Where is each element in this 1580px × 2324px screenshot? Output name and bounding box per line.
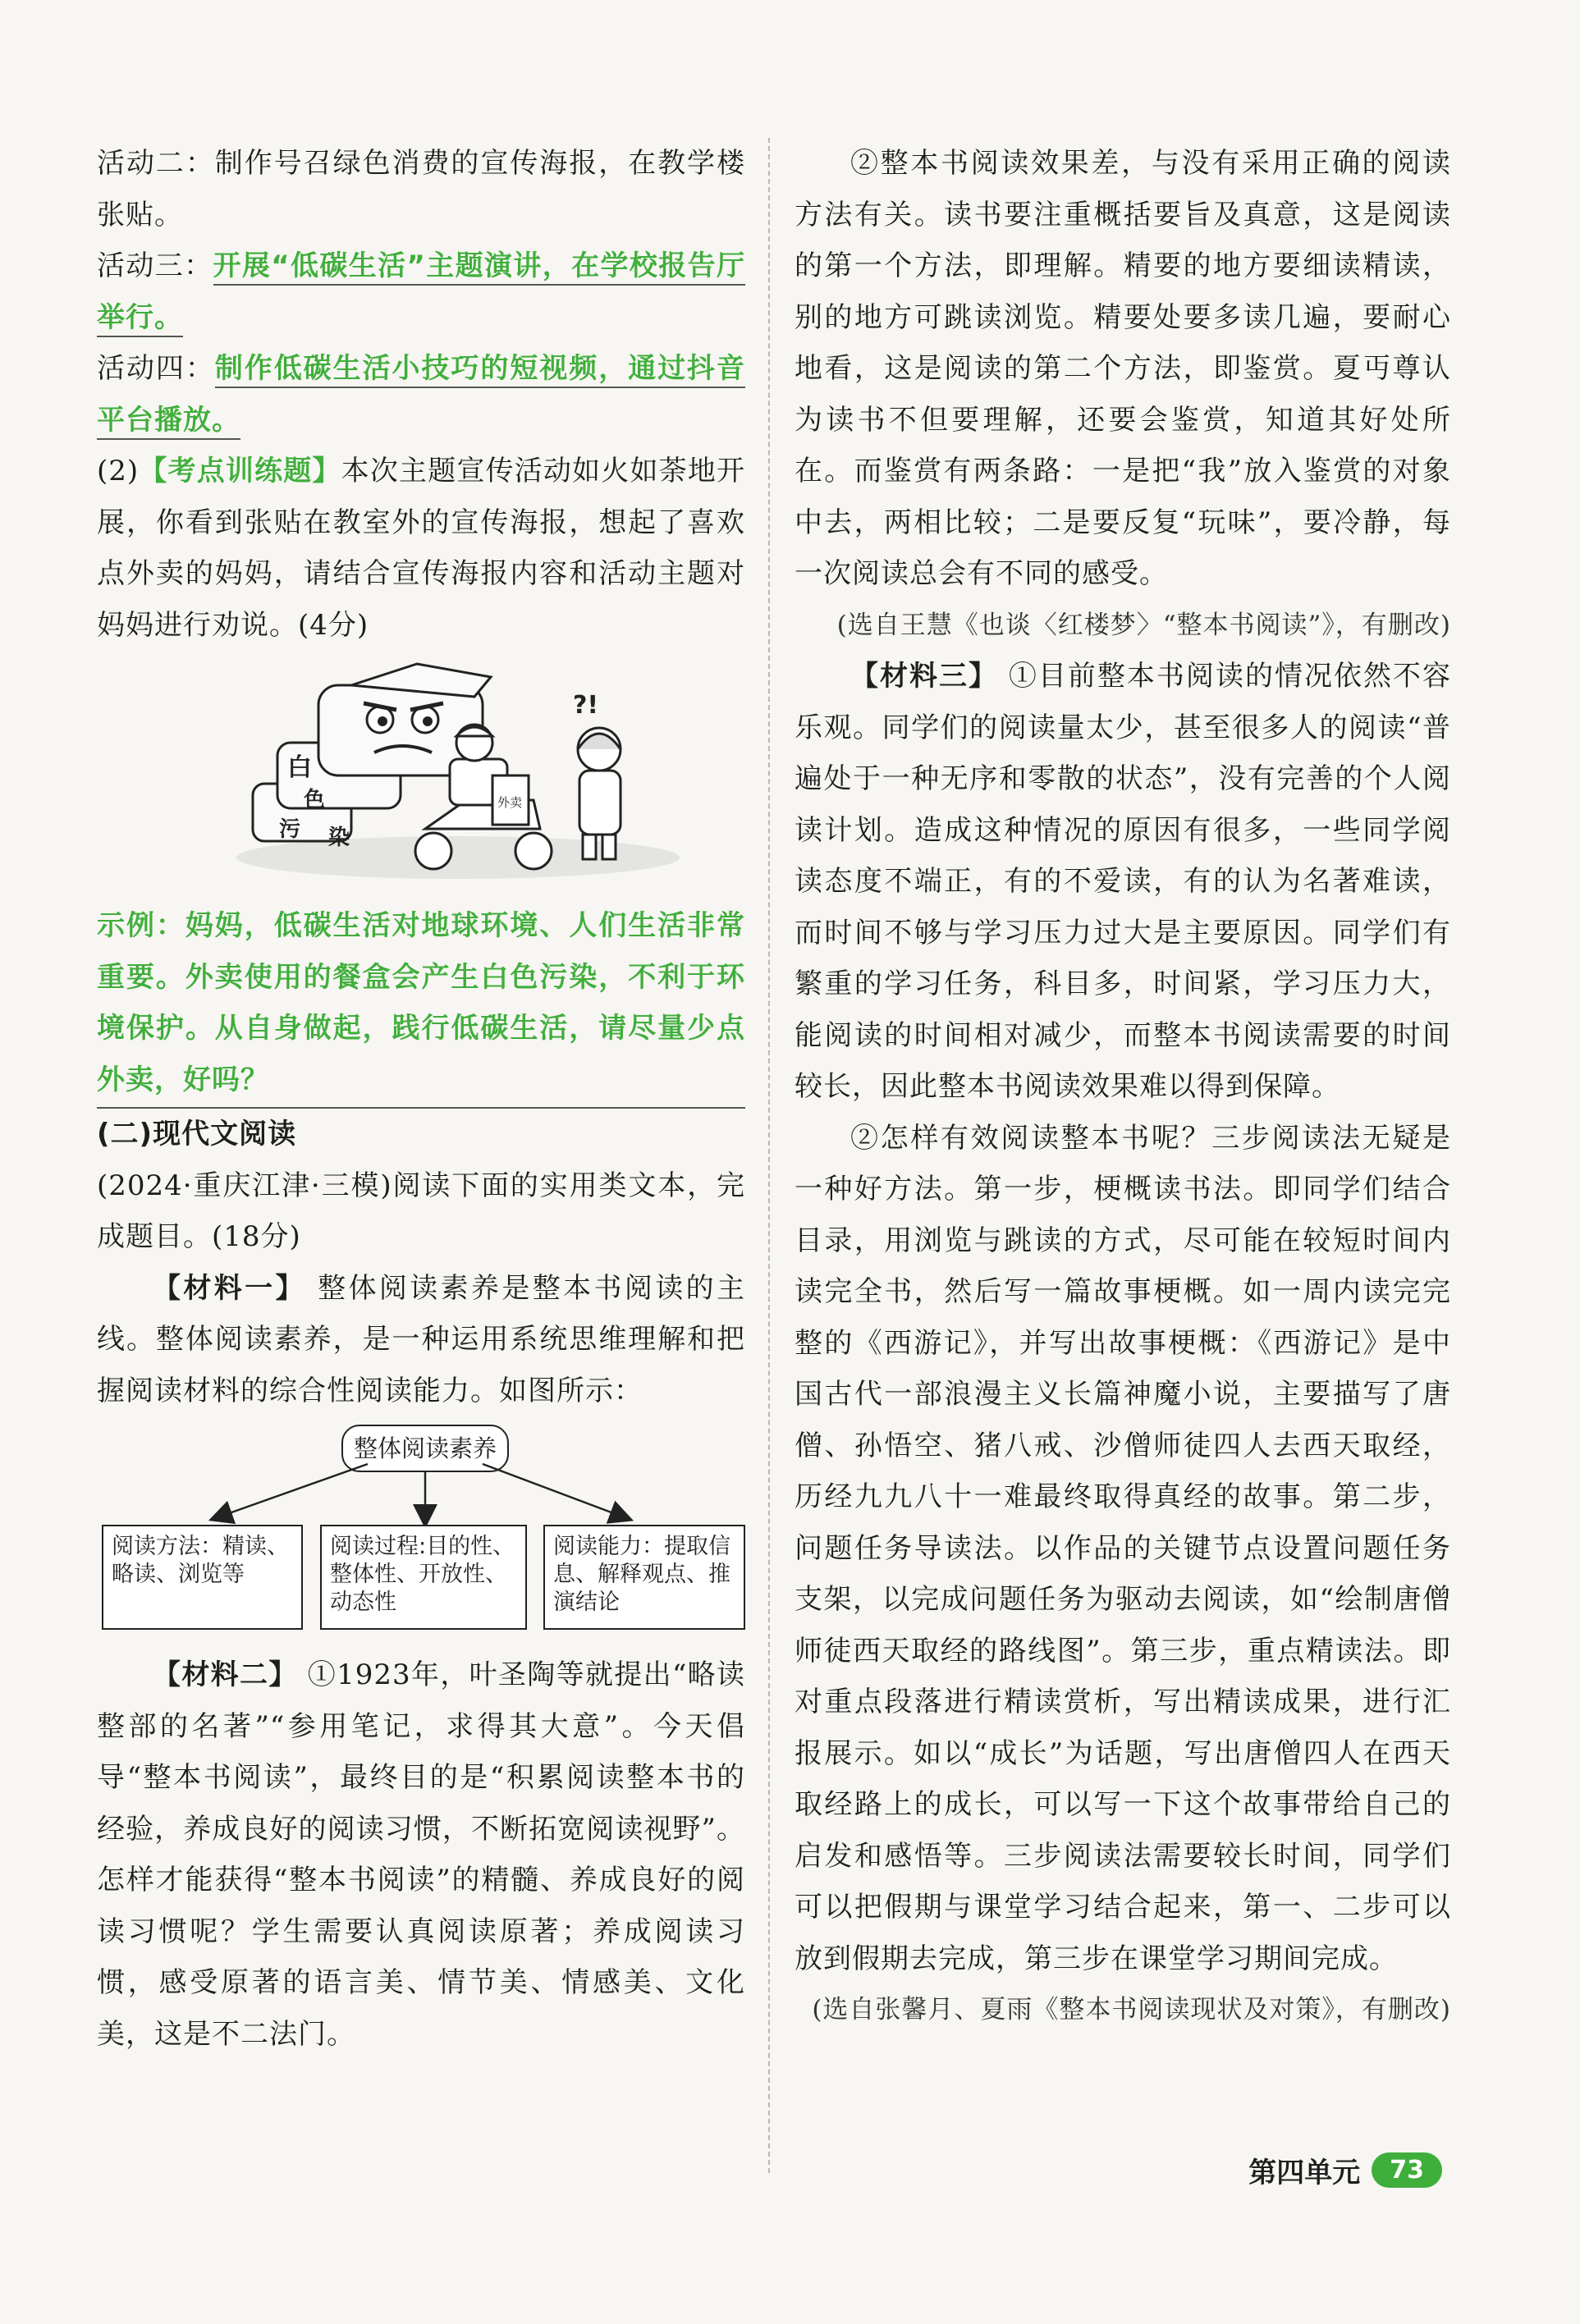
material-two-paragraph-2: ②整本书阅读效果差，与没有采用正确的阅读方法有关。读书要注重概括要旨及真意，这是阅读的第一个方法，即理解。精要的地方要细读精读，别的地方可跳读浏览。精要处要多读几遍，要耐心地看，这是阅读的第二个方法，即鉴赏。夏丏尊认为读书不但要理解，还要会鉴赏，知道其好处所在。而鉴赏有两条路：一是把“我”放入鉴赏的对象中去，两相比较；二是要反复“玩味”，要冷静，每一次阅读总会有不同的感受。 [795,147,1451,590]
page-number: 73 [1372,2152,1442,2188]
unit-label: 第四单元 [1248,2157,1361,2189]
question-two-text: 本次主题宣传活动如火如荼地开展，你看到张贴在教室外的宣传海报，想起了喜欢点外卖的妈妈，请结合宣传海报内容和活动主题对妈妈进行劝说。(4分) [97,455,746,642]
right-column [795,138,1451,2036]
activity-three-answer: 开展“低碳生活”主题演讲，在学校报告厅举行。 [97,249,745,337]
illus-char-3: 污 [279,817,301,842]
question-two [97,446,745,651]
material-one-text: 整体阅读素养是整本书阅读的主线。整体阅读素养，是一种运用系统思维理解和把握阅读材料的综合性阅读能力。如图所示： [97,1271,746,1407]
question-two-tag: 【考点训练题】 [139,455,341,487]
material-two [97,1649,745,2060]
activity-three-label: 活动三： [97,249,213,282]
activity-four [97,343,745,446]
white-pollution-illustration [228,661,688,882]
material-two-text: ①1923年，叶圣陶等就提出“略读整部的名著”“参用笔记，求得其大意”。今天倡导“整本书阅读”，最终目的是“积累阅读整本书的经验，养成良好的阅读习惯，不断拓宽阅读视野”。怎样才能获得“整本书阅读”的精髓、养成良好的阅读习惯呢？学生需要认真阅读原著；养成阅读习惯，感受原著的语言美、情节美、情感美、文化美，这是不二法门。 [97,1658,745,2051]
material-three-paragraph-2: ②怎样有效阅读整本书呢？三步阅读法无疑是一种好方法。第一步，梗概读书法。即同学们结合目录，用浏览与跳读的方式，尽可能在较短时间内读完全书，然后写一篇故事梗概。如一周内读完完整的《西游记》，并写出故事梗概：《西游记》是中国古代一部浪漫主义长篇神魔小说，主要描写了唐僧、孙悟空、猪八戒、沙僧师徒四人去西天取经，历经九九八十一难最终取得真经的故事。第二步，问题任务导读法。以作品的关键节点设置问题任务支架，以完成问题任务为驱动去阅读，如“绘制唐僧师徒西天取经的路线图”。第三步，重点精读法。即对重点段落进行精读赏析，写出精读成果，进行汇报展示。如以“成长”为话题，写出唐僧四人在西天取经路上的成长，可以写一下这个故事带给自己的启发和感悟等。三步阅读法需要较长时间，同学们可以把假期与课堂学习结合起来，第一、二步可以放到假期去完成，第三步在课堂学习期间完成。 [795,1121,1451,1975]
page-footer [1248,2150,1442,2190]
illus-badge: 外卖 [497,795,523,810]
section-intro: (2024·重庆江津·三模)阅读下面的实用类文本，完成题目。(18分) [97,1169,745,1253]
material-three-label: 【材料三】 [850,660,999,693]
material-three-paragraph-1: ①目前整本书阅读的情况依然不容乐观。同学们的阅读量太少，甚至很多人的阅读“普遍处于一种无序和零散的状态”，没有完善的个人阅读计划。造成这种情况的原因有很多，一些同学阅读态度不端正，有的不爱读，有的认为名著难读，而时间不够与学习压力过大是主要原因。同学们有繁重的学习任务，科目多，时间紧，学习压力大，能阅读的时间相对减少，而整本书阅读需要的时间较长，因此整本书阅读效果难以得到保障。 [795,660,1452,1103]
material-two-label: 【材料二】 [153,1658,298,1691]
material-three [795,651,1451,1113]
material-two-source: (选自王慧《也谈〈红楼梦〉“整本书阅读”》，有删改) [836,610,1451,640]
diagram-box-ability: 阅读能力：提取信息、解释观点、推演结论 [543,1525,745,1630]
diagram-top-node: 整体阅读素养 [341,1425,509,1472]
diagram-box-process: 阅读过程:目的性、整体性、开放性、动态性 [320,1525,527,1630]
illus-char-2: 色 [304,788,326,812]
material-one-label: 【材料一】 [153,1271,306,1305]
example-answer: 示例：妈妈，低碳生活对地球环境、人们生活非常重要。外卖使用的餐盒会产生白色污染，不利于环境保护。从自身做起，践行低碳生活，请尽量少点外卖，好吗？ [97,900,745,1109]
column-divider [768,138,770,2173]
activity-four-label: 活动四： [97,352,215,385]
material-three-source: (选自张馨月、夏雨《整本书阅读现状及对策》，有删改) [812,1995,1451,2024]
illus-char-4: 染 [328,826,350,850]
activity-four-answer: 制作低碳生活小技巧的短视频，通过抖音平台播放。 [97,352,745,440]
section-title: (二)现代文阅读 [97,1118,297,1151]
reading-literacy-diagram [97,1421,745,1643]
activity-two: 活动二：制作号召绿色消费的宣传海报，在教学楼张贴。 [97,147,745,231]
illus-char-1: 白 [287,753,312,782]
diagram-box-method: 阅读方法：精读、略读、浏览等 [102,1525,303,1630]
activity-three [97,240,745,343]
question-two-number: (2) [97,455,140,487]
material-one [97,1263,745,1417]
illus-speech: ?! [573,691,599,720]
left-column [97,138,745,2060]
